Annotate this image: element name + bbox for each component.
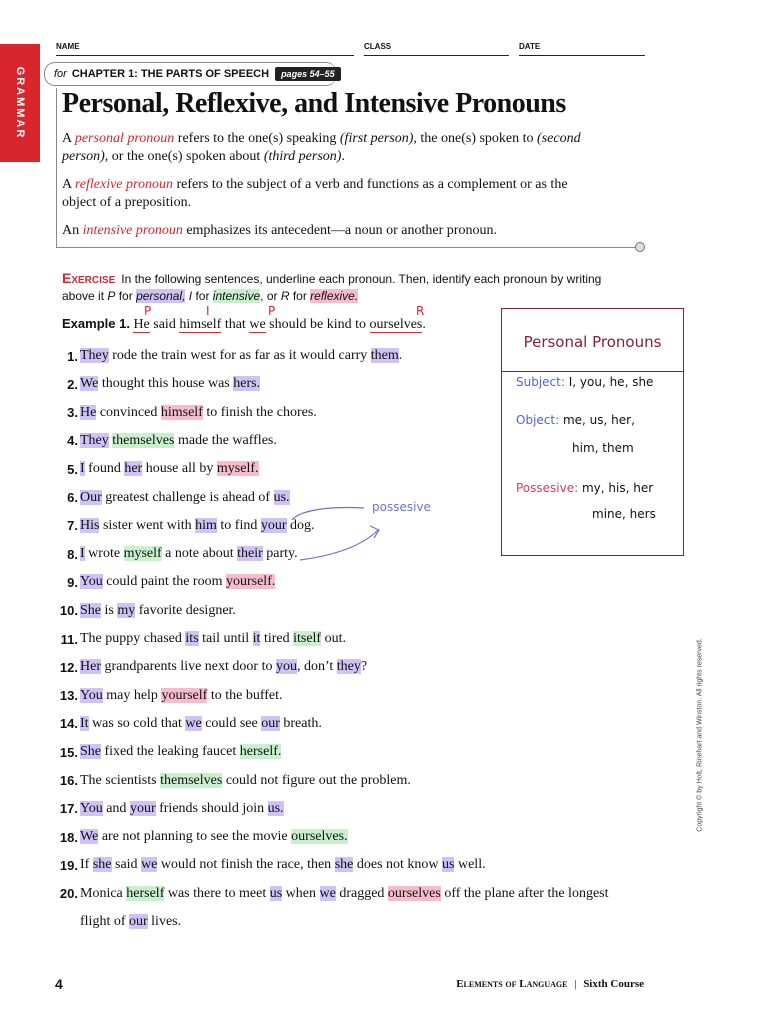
item-sentence: The puppy chased its tail until it tired itself out.	[80, 631, 346, 646]
definition-personal: A personal pronoun refers to the one(s) speaking (first person), the one(s) spoken to (second person), or the one(s) spoken about (third person).	[62, 131, 581, 164]
item-sentence: Our greatest challenge is ahead of us.	[80, 489, 290, 505]
item-number: 6.	[67, 490, 78, 505]
term-intensive-pronoun: intensive pronoun	[82, 223, 183, 238]
example-mark-4: R	[416, 304, 425, 318]
name-label: NAME	[56, 42, 80, 51]
example-mark-2: I	[206, 304, 210, 318]
item-sentence: We thought this house was hers.	[80, 376, 261, 392]
item-number: 18.	[59, 829, 78, 845]
item-sentence: Monica herself was there to meet us when we dragged ourselves off the plane after the longest	[80, 885, 609, 901]
item-number: 9.	[67, 574, 78, 590]
possessive-annotation: possesive	[372, 500, 431, 514]
chapter-pages-badge: pages 54–55	[275, 67, 341, 81]
item-sentence: If she said we would not finish the race, then she does not know us well.	[80, 857, 486, 873]
item-number: 11.	[60, 631, 78, 647]
item-number: 15.	[59, 744, 78, 760]
term-personal-pronoun: personal pronoun	[74, 131, 175, 146]
item-sentence: You could paint the room yourself.	[80, 574, 276, 590]
item-sentence: It was so cold that we could see our breath.	[80, 715, 322, 731]
example-label: Example 1.	[62, 316, 130, 331]
item-sentence: The scientists themselves could not figure out the problem.	[80, 772, 411, 788]
notes-subject-row: Subject: I, you, he, she	[516, 375, 654, 389]
class-label: CLASS	[364, 42, 392, 51]
item-sentence: They themselves made the waffles.	[80, 432, 277, 448]
example-mark-1: P	[144, 304, 152, 318]
item-number: 8.	[67, 546, 78, 562]
item-sentence: flight of our lives.	[80, 914, 182, 929]
item-sentence: You may help yourself to the buffet.	[80, 687, 283, 703]
item-sentence: I wrote myself a note about their party.	[80, 546, 298, 562]
item-number: 4.	[67, 433, 78, 449]
item-sentence: She fixed the leaking faucet herself.	[80, 744, 282, 760]
notes-possessive-row-2: mine, hers	[592, 507, 656, 521]
item-sentence: Her grandparents live next door to you, don’t they?	[80, 659, 368, 675]
item-sentence: I found her house all by myself.	[80, 461, 259, 477]
chapter-title: CHAPTER 1: THE PARTS OF SPEECH	[71, 68, 270, 80]
item-number: 13.	[59, 688, 78, 704]
item-number: 19.	[59, 857, 78, 873]
exercise-label: Exercise	[62, 270, 116, 286]
copyright-notice: Copyright © by Holt, Rinehart and Winston. All rights reserved.	[696, 638, 704, 832]
item-number: 17.	[59, 801, 78, 817]
item-number: 10.	[59, 603, 78, 619]
page-title: Personal, Reflexive, and Intensive Pronouns	[62, 88, 566, 119]
date-label: DATE	[519, 42, 541, 51]
definition-reflexive: A reflexive pronoun refers to the subject of a verb and functions as a complement or as the object of a preposition.	[62, 177, 568, 210]
item-sentence: His sister went with him to find your dog.	[80, 517, 315, 533]
notes-object-row: Object: me, us, her,	[516, 413, 635, 427]
term-reflexive-pronoun: reflexive pronoun	[74, 177, 173, 192]
arrow-to-his	[292, 508, 364, 521]
item-number: 7.	[67, 518, 78, 534]
notes-possessive-row: Possesive: my, his, her	[516, 481, 654, 495]
item-sentence: He convinced himself to finish the chores.	[80, 404, 317, 420]
item-number: 2.	[67, 376, 78, 392]
notes-title: Personal Pronouns	[523, 333, 662, 351]
item-number: 20.	[59, 886, 78, 902]
item-sentence: They rode the train west for as far as it would carry them.	[80, 348, 403, 363]
book-title: Elements of Language | Sixth Course	[456, 978, 644, 990]
item-sentence: You and your friends should join us.	[80, 800, 284, 816]
item-number: 14.	[59, 716, 78, 732]
item-number: 1.	[67, 348, 78, 364]
item-number: 12.	[59, 659, 78, 675]
chapter-for: for	[54, 68, 67, 80]
arrow-to-their	[300, 530, 378, 560]
item-number: 16.	[59, 773, 78, 788]
definition-intensive: An intensive pronoun emphasizes its antecedent—a noun or another pronoun.	[62, 223, 497, 238]
page-number: 4	[55, 976, 63, 992]
item-sentence: She is my favorite designer.	[80, 602, 236, 618]
item-number: 5.	[67, 461, 78, 477]
exercise-instructions: Exercise In the following sentences, underline each pronoun. Then, identify each pronoun by writing above it P for personal, I for intensive, or R for reflexive.	[62, 270, 602, 303]
item-number: 3.	[67, 405, 78, 421]
side-tab-label: GRAMMAR	[14, 66, 26, 140]
notes-object-row-2: him, them	[572, 441, 634, 455]
example-mark-3: P	[268, 304, 276, 318]
item-sentence: We are not planning to see the movie ourselves.	[80, 829, 348, 845]
example-sentence: Example 1. He said himself that we should be kind to ourselves.	[62, 316, 426, 332]
